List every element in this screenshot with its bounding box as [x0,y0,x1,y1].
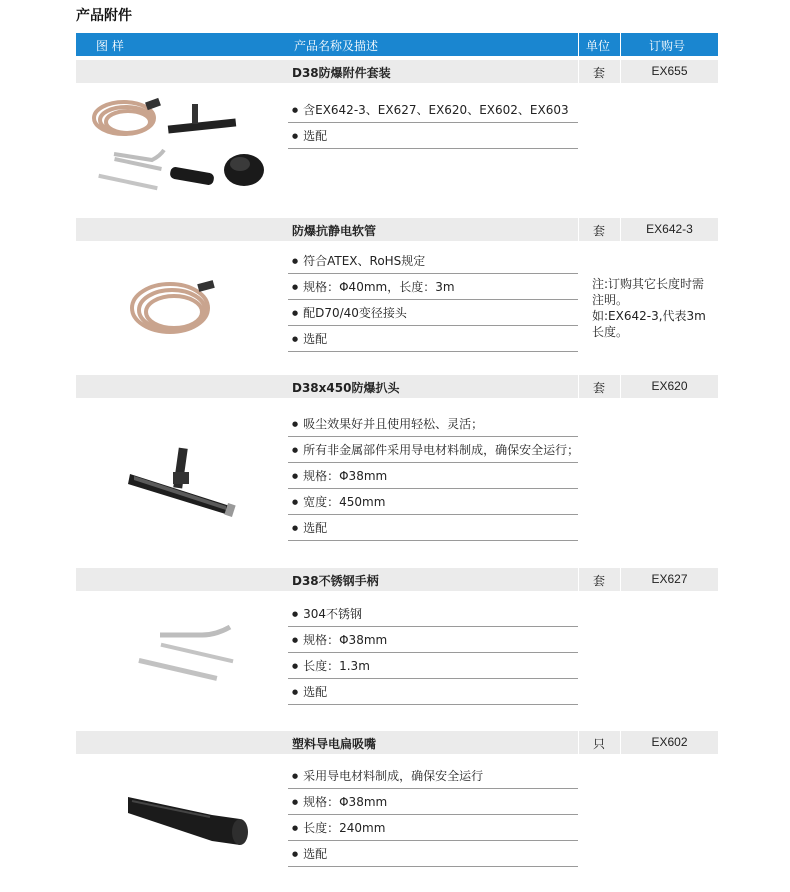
product-section-ex620 [76,375,718,535]
header-image: 图 样 [96,39,124,53]
header-unit: 单位 [586,39,611,53]
note-line: 注明。 [592,293,629,307]
feature-item: ● 吸尘效果好并且使用轻松、灵活； [288,411,578,437]
feature-item: ● 选配 [288,515,578,541]
feature-item: ● 规格：Φ38mm [288,627,578,653]
product-name: 防爆抗静电软管 [292,224,377,238]
product-code: EX602 [651,735,688,749]
feature-list [288,97,578,149]
note-line: 注:订购其它长度时需 [592,277,705,291]
note-line: 长度。 [592,325,629,339]
product-code: EX642-3 [646,222,693,236]
feature-item: ● 选配 [288,841,578,867]
feature-item: ● 配D70/40变径接头 [288,300,578,326]
product-section-ex627 [76,568,718,699]
product-name: D38x450防爆扒头 [292,381,400,395]
feature-item: ● 含EX642-3、EX627、EX620、EX602、EX603 [288,97,578,123]
feature-item: ● 长度：240mm [288,815,578,841]
section-header [76,218,718,241]
feature-item: ● 选配 [288,123,578,149]
product-name: D38不锈钢手柄 [292,574,379,588]
header-code: 订购号 [649,39,686,53]
section-header [76,568,718,591]
feature-item: ● 宽度：450mm [288,489,578,515]
product-unit: 套 [592,381,605,395]
product-name: 塑料导电扁吸嘴 [292,737,377,751]
product-section-ex602 [76,731,718,861]
feature-item: ● 采用导电材料制成，确保安全运行 [288,763,578,789]
table-header [76,33,718,56]
product-unit: 套 [592,66,605,80]
order-note [592,276,718,340]
section-header [76,731,718,754]
feature-item: ● 选配 [288,679,578,705]
note-line: 如:EX642-3,代表3m [592,309,706,323]
product-code: EX655 [651,64,688,78]
product-name: D38防爆附件套装 [292,66,391,80]
feature-list [288,763,578,867]
product-unit: 套 [592,574,605,588]
feature-item: ● 符合ATEX、RoHS规定 [288,248,578,274]
steel-wand-image [132,623,242,703]
feature-item: ● 所有非金属部件采用导电材料制成，确保安全运行； [288,437,578,463]
product-code: EX620 [651,379,688,393]
feature-item: ● 长度：1.3m [288,653,578,679]
feature-item: ● 选配 [288,326,578,352]
product-section-ex642-3 [76,218,718,346]
section-header [76,60,718,83]
feature-list [288,601,578,705]
floor-tool-image [126,440,246,525]
accessory-kit-image [84,90,274,205]
feature-list [288,411,578,541]
page-title: 产品附件 [76,8,132,24]
feature-list [288,248,578,352]
product-unit: 套 [592,224,605,238]
product-unit: 只 [592,737,605,751]
hose-image [126,268,226,348]
feature-item: ● 304不锈钢 [288,601,578,627]
crevice-nozzle-image [122,789,252,859]
product-code: EX627 [651,572,688,586]
section-header [76,375,718,398]
feature-item: ● 规格：Φ40mm，长度：3m [288,274,578,300]
header-name: 产品名称及描述 [294,39,379,53]
feature-item: ● 规格：Φ38mm [288,463,578,489]
product-section-ex655 [76,60,718,143]
feature-item: ● 规格：Φ38mm [288,789,578,815]
